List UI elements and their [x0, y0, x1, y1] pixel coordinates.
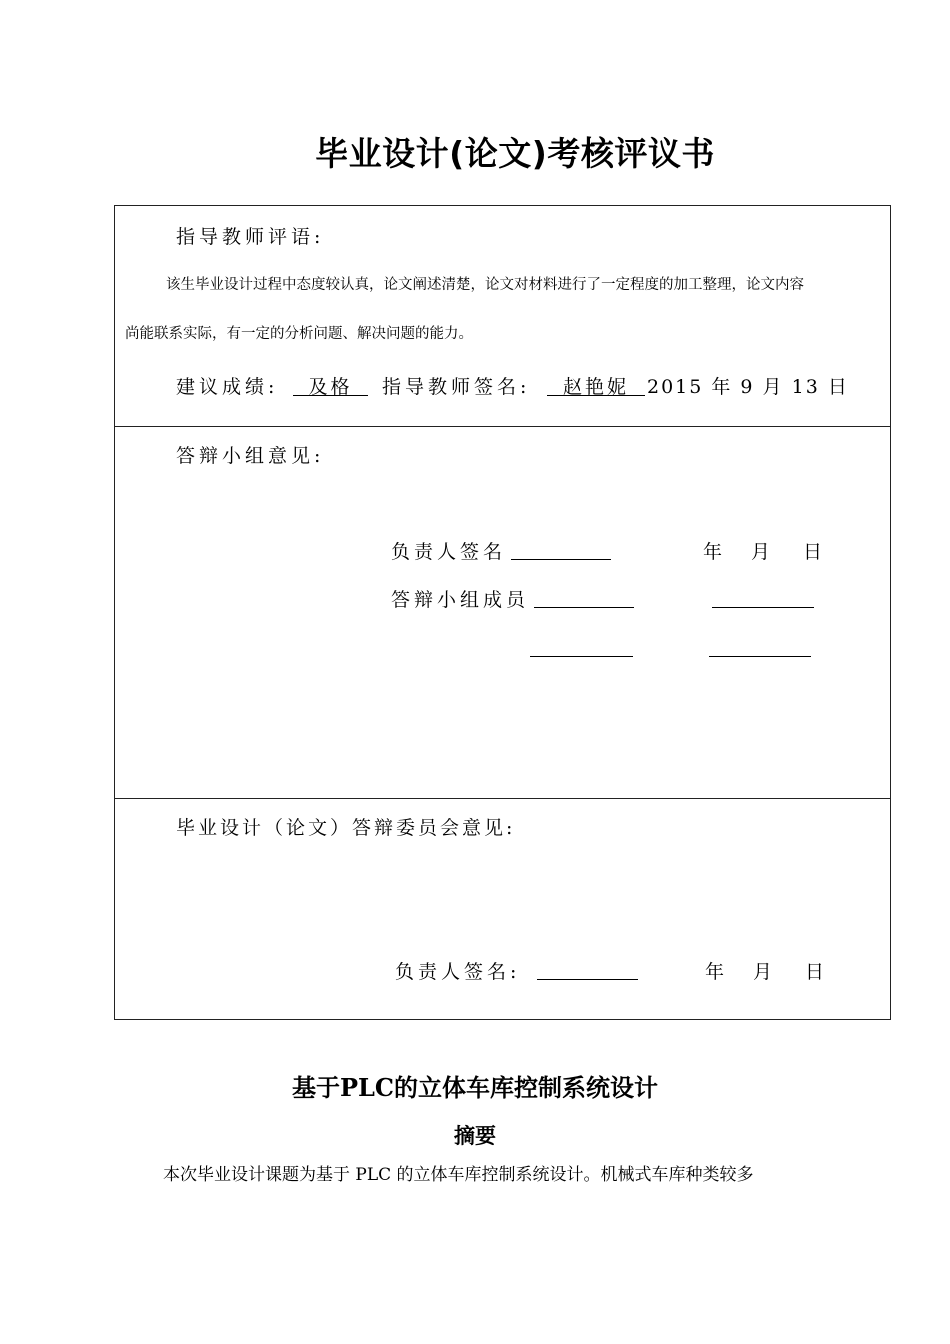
- committee-label: 毕业设计（论文）答辩委员会意见:: [176, 817, 516, 839]
- group-leader-sign-label: 负责人签名: [391, 541, 507, 563]
- committee-sign-day: 日: [805, 961, 825, 983]
- group-leader-sign-line: [511, 559, 611, 560]
- committee-leader-sign-line: [537, 979, 638, 980]
- committee-leader-sign-label: 负责人签名:: [395, 961, 521, 983]
- advisor-comment-line-1: 该生毕业设计过程中态度较认真，论文阐述清楚，论文对材料进行了一定程度的加工整理，论文内容: [166, 277, 804, 293]
- group-sign-day: 日: [803, 541, 823, 563]
- advisor-comment-label: 指导教师评语:: [176, 226, 325, 248]
- defense-group-section: [115, 426, 890, 799]
- grade-label: 建议成绩:: [176, 376, 279, 398]
- advisor-comment-section: [115, 206, 890, 426]
- advisor-signature-value: 赵艳妮: [562, 376, 629, 398]
- member-line-1: [534, 607, 634, 608]
- group-sign-month: 月: [751, 541, 771, 563]
- member-line-2: [712, 607, 814, 608]
- member-line-4: [709, 656, 811, 657]
- committee-sign-year: 年: [705, 961, 725, 983]
- evaluation-form: [114, 205, 891, 1020]
- thesis-title: 基于PLC的立体车库控制系统设计: [291, 1073, 659, 1102]
- group-sign-year: 年: [703, 541, 723, 563]
- abstract-heading: 摘要: [454, 1123, 496, 1148]
- page-title: 毕业设计(论文)考核评议书: [315, 134, 715, 173]
- abstract-text: 本次毕业设计课题为基于 PLC 的立体车库控制系统设计。机械式车库种类较多: [163, 1165, 754, 1185]
- grade-value: 及格: [308, 376, 353, 398]
- committee-section: [115, 798, 890, 1020]
- advisor-comment-line-2: 尚能联系实际，有一定的分析问题、解决问题的能力。: [125, 326, 473, 342]
- advisor-signature-label: 指导教师签名:: [382, 376, 531, 398]
- advisor-sign-date: 2015 年 9 月 13 日: [647, 376, 849, 398]
- member-line-3: [530, 656, 633, 657]
- committee-sign-month: 月: [753, 961, 773, 983]
- grade-underline: [293, 395, 368, 396]
- advisor-signature-underline: [547, 395, 645, 396]
- defense-group-label: 答辩小组意见:: [176, 445, 325, 467]
- group-members-label: 答辩小组成员: [391, 589, 530, 611]
